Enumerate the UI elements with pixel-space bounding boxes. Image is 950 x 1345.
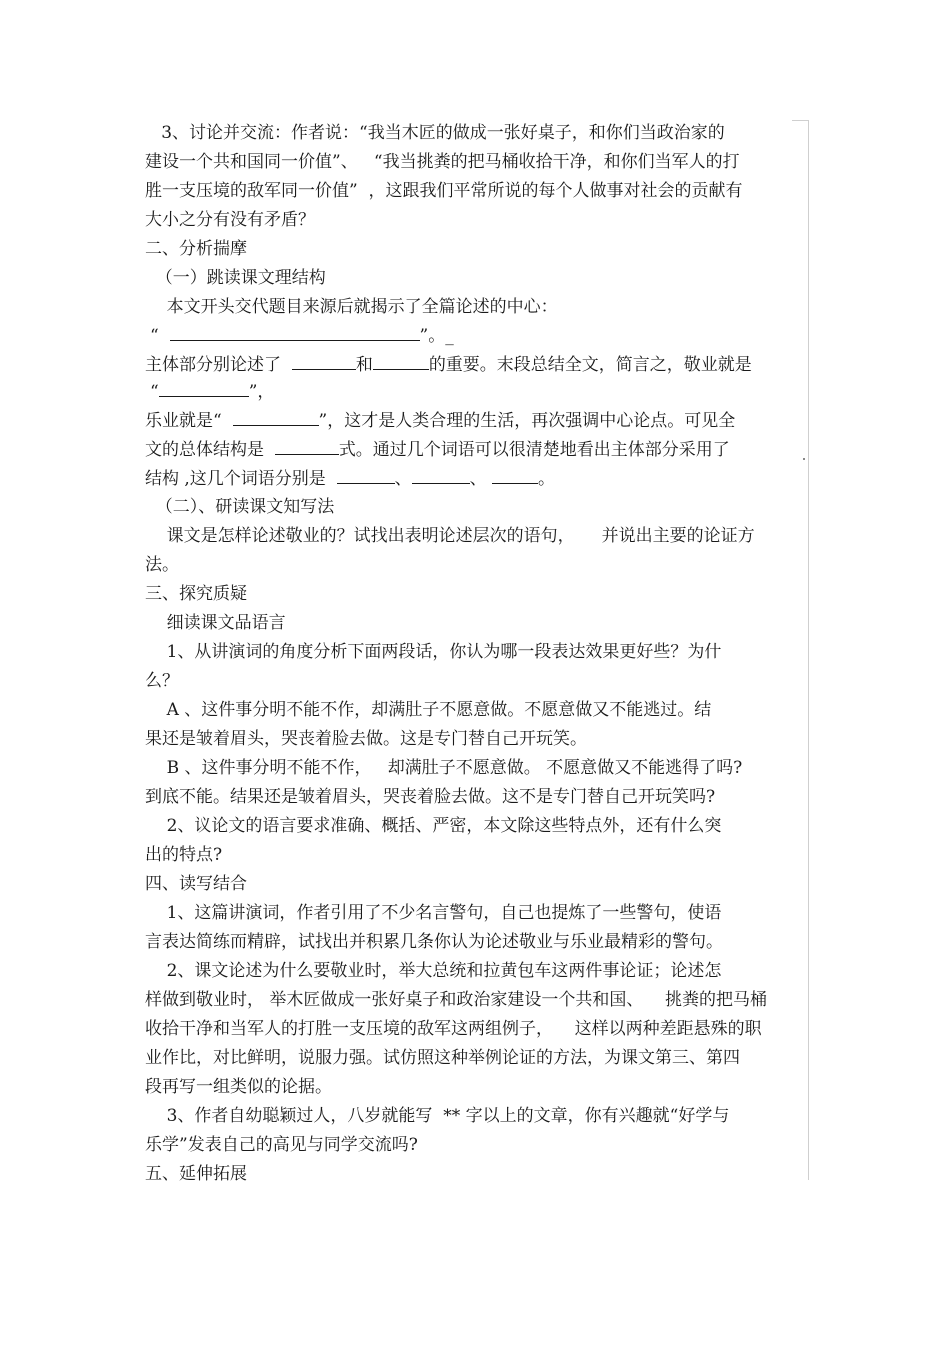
rw-question-1-line-2: 言表达简练而精辟，试找出并积累几条你认为论述敬业与乐业最精彩的警句。 bbox=[145, 932, 723, 952]
fill-text: 结构 ,这几个词语分别是 bbox=[145, 469, 337, 489]
fill-text: 乐业就是“ bbox=[145, 411, 233, 431]
fill-text: 文的总体结构是 bbox=[145, 440, 275, 460]
fill-text: 和 bbox=[355, 355, 373, 375]
answer-blank[interactable] bbox=[492, 468, 538, 484]
fill-text: “ bbox=[150, 382, 159, 402]
answer-blank[interactable] bbox=[292, 354, 356, 370]
discussion-question-3-line-4: 大小之分有没有矛盾？ bbox=[145, 210, 315, 230]
answer-blank[interactable] bbox=[412, 468, 470, 484]
fill-line-dedication bbox=[150, 381, 274, 402]
section-heading-extension: 五、延伸拓展 bbox=[145, 1164, 247, 1184]
fill-text: 式。通过几个词语可以很清楚地看出主体部分采用了 bbox=[338, 440, 730, 460]
passage-b-line-2: 到底不能。结果还是皱着眉头，哭丧着脸去做。这不是专门替自己开玩笑吗? bbox=[145, 787, 716, 807]
rw-question-2-line-4: 业作比，对比鲜明，说服力强。试仿照这种举例论证的方法，为课文第三、第四 bbox=[145, 1048, 740, 1068]
rw-question-3-line-2: 乐学”发表自己的高见与同学交流吗? bbox=[145, 1135, 418, 1155]
fill-line-main-body bbox=[145, 354, 752, 375]
section-heading-reading-writing: 四、读写结合 bbox=[145, 874, 247, 894]
answer-blank[interactable] bbox=[233, 410, 319, 426]
answer-blank[interactable] bbox=[373, 354, 429, 370]
fill-text: 主体部分别论述了 bbox=[145, 355, 292, 375]
rw-question-2-line-5: 段再写一组类似的论据。 bbox=[145, 1077, 332, 1097]
answer-blank[interactable] bbox=[275, 439, 339, 455]
fill-line-center-thesis bbox=[150, 325, 454, 346]
section-heading-inquiry: 三、探究质疑 bbox=[145, 584, 247, 604]
passage-a-line-2: 果还是皱着眉头，哭丧着脸去做。这是专门替自己开玩笑。 bbox=[145, 729, 587, 749]
fill-line-enjoyment bbox=[145, 410, 735, 431]
margin-mark bbox=[803, 458, 805, 460]
fill-text: ”。_ bbox=[419, 326, 454, 346]
section-heading-analysis: 二、分析揣摩 bbox=[145, 239, 247, 259]
subheading-writing-methods: （二）、研读课文知写法 bbox=[145, 497, 335, 517]
discussion-question-3-line-1: 3、讨论并交流：作者说：“我当木匠的做成一张好桌子，和你们当政治家的 bbox=[145, 123, 725, 143]
answer-blank[interactable] bbox=[337, 468, 395, 484]
subheading-structure: （一）跳读课文理结构 bbox=[145, 268, 326, 288]
fill-text: 的重要。末段总结全文，简言之，敬业就是 bbox=[428, 355, 752, 375]
language-question-2-line-2: 出的特点? bbox=[145, 845, 223, 865]
fill-text: ”，这才是人类合理的生活，再次强调中心论点。可见全 bbox=[318, 411, 736, 431]
discussion-question-3-line-2: 建设一个共和国同一价值”、 “我当挑粪的把马桶收拾干净，和你们当军人的打 bbox=[145, 152, 740, 172]
fill-line-overall-structure bbox=[145, 439, 730, 460]
passage-a-line-1: A 、这件事分明不能不作，却满肚子不愿意做。不愿意做又不能逃过。结 bbox=[145, 700, 712, 720]
passage-b-line-1: B 、这件事分明不能不作， 却满肚子不愿意做。 不愿意做又不能逃得了吗? bbox=[145, 758, 743, 778]
fill-text: ”， bbox=[248, 382, 275, 402]
rw-question-2-line-2: 样做到敬业时， 举木匠做成一张好桌子和政治家建设一个共和国、 挑粪的把马桶 bbox=[145, 990, 768, 1010]
discussion-question-3-line-3: 胜一支压境的敌军同一价值” ，这跟我们平常所说的每个人做事对社会的贡献有 bbox=[145, 181, 743, 201]
fill-text: 。 bbox=[538, 469, 556, 489]
language-question-1-line-1: 1、从讲演词的角度分析下面两段话，你认为哪一段表达效果更好些？为什 bbox=[145, 642, 722, 662]
rw-question-2-line-1: 2、课文论述为什么要敬业时，举大总统和拉黄包车这两件事论证；论述怎 bbox=[145, 961, 722, 981]
methods-question-line-2: 法。 bbox=[145, 555, 179, 575]
rw-question-2-line-3: 收拾干净和当军人的打胜一支压境的敌军这两组例子， 这样以两种差距悬殊的职 bbox=[145, 1019, 762, 1039]
methods-question-line-1: 课文是怎样论述敬业的？试找出表明论述层次的语句， 并说出主要的论证方 bbox=[145, 526, 755, 546]
language-question-1-line-2: 么？ bbox=[145, 671, 179, 691]
fill-text: “ bbox=[150, 326, 170, 346]
subheading-language: 细读课文品语言 bbox=[145, 613, 286, 633]
fill-line-key-words bbox=[145, 468, 555, 489]
rw-question-1-line-1: 1、这篇讲演词，作者引用了不少名言警句，自己也提炼了一些警句，使语 bbox=[145, 903, 722, 923]
answer-blank[interactable] bbox=[170, 325, 420, 341]
answer-blank[interactable] bbox=[159, 381, 249, 397]
fill-text: 、 bbox=[394, 469, 412, 489]
language-question-2-line-1: 2、议论文的语言要求准确、概括、严密，本文除这些特点外，还有什么突 bbox=[145, 816, 722, 836]
fill-text: 、 bbox=[469, 469, 493, 489]
rw-question-3-line-1: 3、作者自幼聪颖过人，八岁就能写 ** 字以上的文章，你有兴趣就“好学与 bbox=[145, 1106, 730, 1126]
structure-intro-text: 本文开头交代题目来源后就揭示了全篇论述的中心： bbox=[145, 297, 558, 317]
